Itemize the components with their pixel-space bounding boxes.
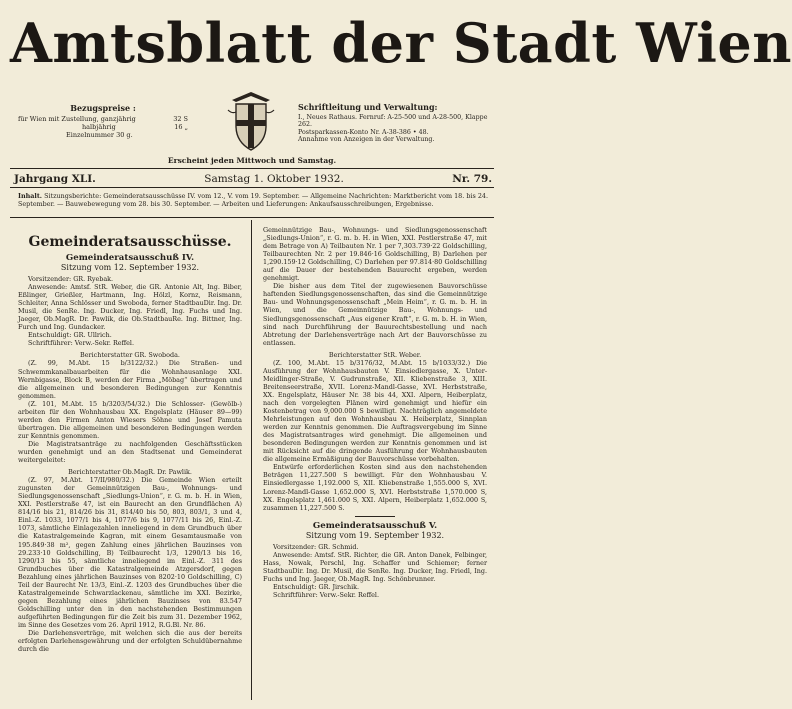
left-column — [18, 226, 242, 653]
item-paragraph: Die Magistratsanträge zu nachfolgenden Geschäftsstücken wurden genehmigt und an den Stadtsenat und Gemeinderat weitergeleitet: — [18, 439, 242, 465]
editorial-office — [298, 104, 494, 144]
reporter: Berichterstatter StR. Weber. — [328, 350, 422, 359]
vienna-coat-of-arms-icon — [226, 90, 276, 152]
session-date: Sitzung vom 12. September 1932. — [60, 263, 200, 272]
editorial-line: I., Neues Rathaus. Fernruf: A-25-500 und A-28-500, Klappe 262. — [298, 113, 488, 129]
masthead-title: Amtsblatt der Stadt Wien — [10, 11, 792, 75]
section-title: Gemeinderatsausschüsse. — [28, 234, 232, 250]
reporter: Berichterstatter GR. Swoboda. — [80, 351, 180, 360]
reporter: Berichterstatter Ob.MagR. Dr. Pawlik. — [68, 468, 192, 477]
editorial-line: Annahme von Anzeigen in der Verwaltung. — [298, 136, 435, 144]
item-paragraph: Die Darlehensverträge, mit welchen sich die aus der bereits erfolgten Darlehensgewährung und der erfolgten Schuldübernahme durch die — [18, 629, 242, 654]
price-row — [18, 115, 188, 123]
right-column — [263, 226, 487, 599]
session-date: Sitzung vom 19. September 1932. — [305, 530, 445, 540]
item-paragraph: (Z. 101, M.Abt. 15 b/3203/54/32.) Die Schlosser- (Gewölb-) arbeiten für den Wohnhausbau XX. Engelsplatz (Häuser 89—99) werden den Firmen Anton Wiesers Söhne und Josef Pamuta übertragen. Die allgemeinen und besonderen Bedingungen werden zur Kenntnis genommen. — [18, 399, 242, 440]
issue-number: Nr. 79. — [452, 173, 492, 185]
divider — [10, 187, 494, 188]
chair: Vorsitzender: GR. Ryebak. — [28, 275, 114, 283]
contents-text: Sitzungsberichte: Gemeinderatsausschüsse IV. vom 12., V. vom 19. September. — Allgemeine Nachrichten: Marktbericht vom 18. bis 24. September. — Bauwebewegung vom 28. bis 30. September. — Arbeiten und Lieferungen: Ankaufsausschreibungen, Ergebnisse. — [18, 192, 488, 209]
table-of-contents — [18, 192, 488, 209]
prices-heading: Bezugspreise : — [70, 103, 136, 113]
dateline — [14, 172, 492, 186]
excused: Entschuldigt: GR. Jirschik. — [273, 582, 360, 591]
item-paragraph: Entwürfe erforderlichen Kosten sind aus den nachstehenden Beträgen 11,227.500 S bewilligt. Für den Wohnhausbau V. Einsiedlergasse 1,192.000 S, XII. Kliebenstraße 1,555.000 S, XVI. Lorenz-Mandl-Gasse 1,652.000 S, XVI. Herbststraße 1,570.000 S, XX. Engelsplatz 1,461.000 S, XXI. Alpern, Heiberplatz 1,652.000 S, zusammen 11,227.500 S. — [263, 463, 487, 512]
editorial-heading: Schriftleitung und Verwaltung: — [298, 102, 438, 112]
item-paragraph: (Z. 97, M.Abt. 17/II/980/32.) Die Gemeinde Wien erteilt zugunsten der Gemeinnützigen Bau-, Wohnungs- und Siedlungsgenossenschaft „Siedlungs-Union“, r. G. m. b. H. in Wien, XXI. Pestlerstraße 47, ist ein Baurecht an den Grundflächen A) 814/16 bis 21, 814/26 bis 31, 814/40 bis 50, 803, 803/1, 3 und 4, Einl.-Z. 1033, 1077/1 bis 4, 1077/6 bis 9, 1077/11 bis 26, Einl.-Z. 1073, sämtliche Einlagezahlen inneliegend in dem Grundbuch über die Katastralgemeinde Kagran, mit einem Gesamtausmaße von 195.849·38 m², gegen Zahlung eines jährlichen Bauzinses von 29.233·10 Goldschilling, B) Teilbaurecht 1/3, 1290/13 bis 16, 1290/13 bis 55, sämtliche inneliegend im Einl.-Z. 311 des Grundbuches über die Katastralgemeinde Atzgersdorf, gegen Bezahlung eines jährlichen Bauzinses von 8202·10 Goldschilling, C) Teil der Baurecht Nr. 13/3, Einl.-Z. 1203 des Grundbuches über die Katastralgemeinde Schwarzlackenau, sämtliche im XXI. Bezirke, gegen Bezahlung eines jährlichen Bauzinses von 83.547 Goldschilling unter den in den nachstehenden Bestimmungen aufgeführten Bedingungen für die Zeit bis zum 31. Dezember 1962, im Sinne des Gesetzes vom 26. April 1912, R.G.Bl. Nr. 86. — [18, 476, 242, 629]
publication-days: Erscheint jeden Mittwoch und Samstag. — [167, 156, 337, 165]
price-row — [18, 131, 188, 139]
price-label: halbjährig — [82, 123, 116, 131]
divider — [10, 217, 494, 218]
committee-heading: Gemeinderatsausschuß V. — [312, 520, 438, 531]
attendees: Anwesende: Amtsf. StR. Richter, die GR. Anton Danek, Felbinger, Hass, Nowak, Perschl, Ing. Schaffer und Schiemer; ferner StadtbauDir. Ing. Dr. Musil, die SenRe. Ing. Ducker, Ing. Friedl, Ing. Fuchs und Ing. Jaeger, Ob.MagR. Ing. Schönbrunner. — [263, 550, 487, 583]
editorial-line: Postsparkassen-Konto Nr. A-38-386 • 48. — [298, 128, 429, 136]
secretary: Schriftführer: Verw.-Sekr. Reffel. — [273, 590, 379, 599]
price-label: Einzelnummer 30 g. — [66, 131, 133, 139]
attendees: Anwesende: Amtsf. StR. Weber, die GR. Antonie Alt, Ing. Biber, Eßlinger, Grießler, Hartmann, Ing. Hölzl, Kornz, Reismann, Schleiter, Anna Schlösser und Swoboda, ferner StadtbauDir. Ing. Dr. Musil, die SenRe. Ing. Ducker, Ing. Friedl, Ing. Fuchs und Ing. Jaeger, Ob.MagR. Dr. Pawlik, die Ob.StadtbauRe. Ing. Bittner, Ing. Furch und Ing. Gundacker. — [18, 283, 242, 332]
secretary: Schriftführer: Verw.-Sekr. Reffel. — [28, 339, 134, 348]
item-paragraph: (Z. 99, M.Abt. 15 b/3122/32.) Die Straßen- und Schwemmkanalbauarbeiten für die Wohnhausanlage XXI. Wernbigasse, Block B, werden der Firma „Möbag“ übertragen und die allgemeinen und besonderen Bedingungen zur Kenntnis genommen. — [18, 359, 242, 400]
subscription-prices — [18, 104, 188, 139]
volume-label: Jahrgang XLI. — [14, 173, 96, 185]
divider — [355, 516, 395, 517]
divider — [10, 168, 494, 169]
price-label: für Wien mit Zustellung, ganzjährig — [18, 115, 136, 123]
price-value: 32 S — [173, 115, 188, 123]
issue-date: Samstag 1. Oktober 1932. — [204, 173, 344, 185]
price-row — [18, 123, 188, 131]
excused: Entschuldigt: GR. Ullrich. — [28, 331, 112, 340]
contents-label: Inhalt. — [18, 192, 43, 200]
column-divider — [251, 220, 252, 700]
item-paragraph: Die bisher aus dem Titel der zugewiesenen Bauvorschüsse haftenden Siedlungsgenossenschaften, das sind die Gemeinnützige Bau- und Wohnungsgenossenschaft „Mein Heim“, r. G. m. b. H. in Wien, und die Gemeinnützige Bau-, Wohnungs- und Siedlungsgenossenschaft „Aus eigener Kraft“, r. G. m. b. H. in Wien, sind nach Durchführung der Bauurechtsbestellung und nach Abtretung der Darlehensverträge nach Art der Bauvorschüsse zu entlassen. — [263, 282, 487, 347]
committee-heading: Gemeinderatsausschuß IV. — [65, 253, 195, 263]
item-paragraph: (Z. 100, M.Abt. 15 b/3176/32, M.Abt. 15 b/1033/32.) Die Ausführung der Wohnhausbauten V. Einsiedlergasse, X. Unter-Meidlinger-Straße, V. Gudrunstraße, XII. Kliebenstraße 3, XIII. Breitenseerstraße, XVII. Lorenz-Mandl-Gasse, XVI. Herbststraße, XX. Engelsplatz, Häuser Nr. 38 bis 44, XXI. Alpern, Heiberplatz, nach den vorgelegten Plänen wird genehmigt und hiefür ein Kostenbetrag von 9,000.000 S bewilligt. Nachträglich angemeldete Mehrleistungen auf den Wohnhausbau X. Heiberplatz, Sinnplan werden zur Kenntnis genommen. Die Auftragsvergebung im Sinne des Magistratsantrages wird genehmigt. Die allgemeinen und besonderen Bedingungen werden zur Kenntnis genommen und ist mit Rücksicht auf die dringende Ausführung der Wohnhausbauten die allgemeine Ermäßigung der Bauvorschüsse vorbehalten. — [263, 358, 487, 464]
price-value: 16 „ — [174, 123, 188, 131]
chair: Vorsitzender: GR. Schmid. — [273, 542, 359, 551]
item-paragraph: Gemeinnützige Bau-, Wohnungs- und Siedlungsgenossenschaft „Siedlungs-Union“, r. G. m. b. H. in Wien, XXI. Pestlerstraße 47, mit dem Betrage von A) Teilbauten Nr. 1 per 7,303.739·22 Goldschilling, Teilbaurechten Nr. 2 per 19.846·16 Goldschilling, B) Darlehen per 1,290.159·12 Goldschilling, C) Darlehen per 97.814·80 Goldschilling auf die Dauer der bestehenden Bauurecht ergeben, werden genehmigt. — [263, 226, 487, 283]
